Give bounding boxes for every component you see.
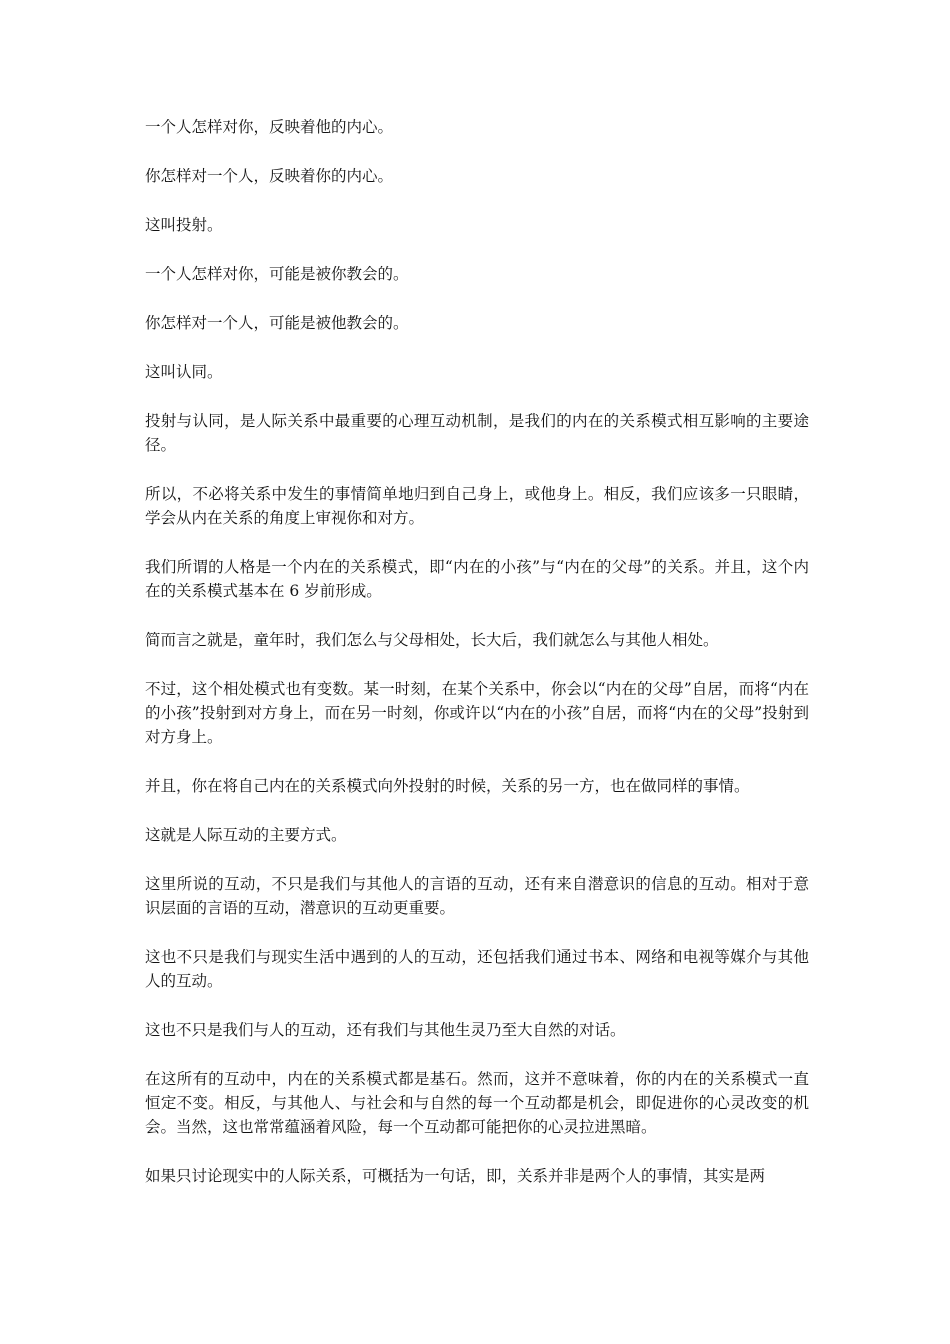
paragraph: 这里所说的互动，不只是我们与其他人的言语的互动，还有来自潜意识的信息的互动。相对于意识层面的言语的互动，潜意识的互动更重要。 bbox=[145, 875, 809, 917]
paragraph: 我们所谓的人格是一个内在的关系模式，即“内在的小孩”与“内在的父母”的关系。并且，这个内在的关系模式基本在 6 岁前形成。 bbox=[145, 558, 809, 600]
paragraph: 并且，你在将自己内在的关系模式向外投射的时候，关系的另一方，也在做同样的事情。 bbox=[145, 777, 750, 795]
paragraph: 在这所有的互动中，内在的关系模式都是基石。然而，这并不意味着，你的内在的关系模式一直恒定不变。相反，与其他人、与社会和与自然的每一个互动都是机会，即促进你的心灵改变的机会。当然，这也常常蕴涵着风险，每一个互动都可能把你的心灵拉进黑暗。 bbox=[145, 1070, 809, 1136]
paragraph: 你怎样对一个人，可能是被他教会的。 bbox=[145, 314, 409, 332]
paragraph: 投射与认同，是人际关系中最重要的心理互动机制，是我们的内在的关系模式相互影响的主要途径。 bbox=[145, 412, 809, 454]
paragraph: 你怎样对一个人，反映着你的内心。 bbox=[145, 167, 394, 185]
document-body bbox=[145, 115, 809, 1213]
paragraph: 这叫投射。 bbox=[145, 216, 223, 234]
paragraph: 不过，这个相处模式也有变数。某一时刻，在某个关系中，你会以“内在的父母”自居，而将“内在的小孩”投射到对方身上，而在另一时刻，你或许以“内在的小孩”自居，而将“内在的父母”投射到对方身上。 bbox=[145, 680, 809, 746]
paragraph: 这就是人际互动的主要方式。 bbox=[145, 826, 347, 844]
paragraph: 一个人怎样对你，反映着他的内心。 bbox=[145, 118, 394, 136]
paragraph: 简而言之就是，童年时，我们怎么与父母相处，长大后，我们就怎么与其他人相处。 bbox=[145, 631, 719, 649]
paragraph: 这也不只是我们与现实生活中遇到的人的互动，还包括我们通过书本、网络和电视等媒介与其他人的互动。 bbox=[145, 948, 809, 990]
paragraph: 这叫认同。 bbox=[145, 363, 223, 381]
paragraph: 所以，不必将关系中发生的事情简单地归到自己身上，或他身上。相反，我们应该多一只眼睛，学会从内在关系的角度上审视你和对方。 bbox=[145, 485, 809, 527]
paragraph: 如果只讨论现实中的人际关系，可概括为一句话，即，关系并非是两个人的事情，其实是两 bbox=[145, 1167, 766, 1185]
paragraph: 这也不只是我们与人的互动，还有我们与其他生灵乃至大自然的对话。 bbox=[145, 1021, 626, 1039]
paragraph: 一个人怎样对你，可能是被你教会的。 bbox=[145, 265, 409, 283]
